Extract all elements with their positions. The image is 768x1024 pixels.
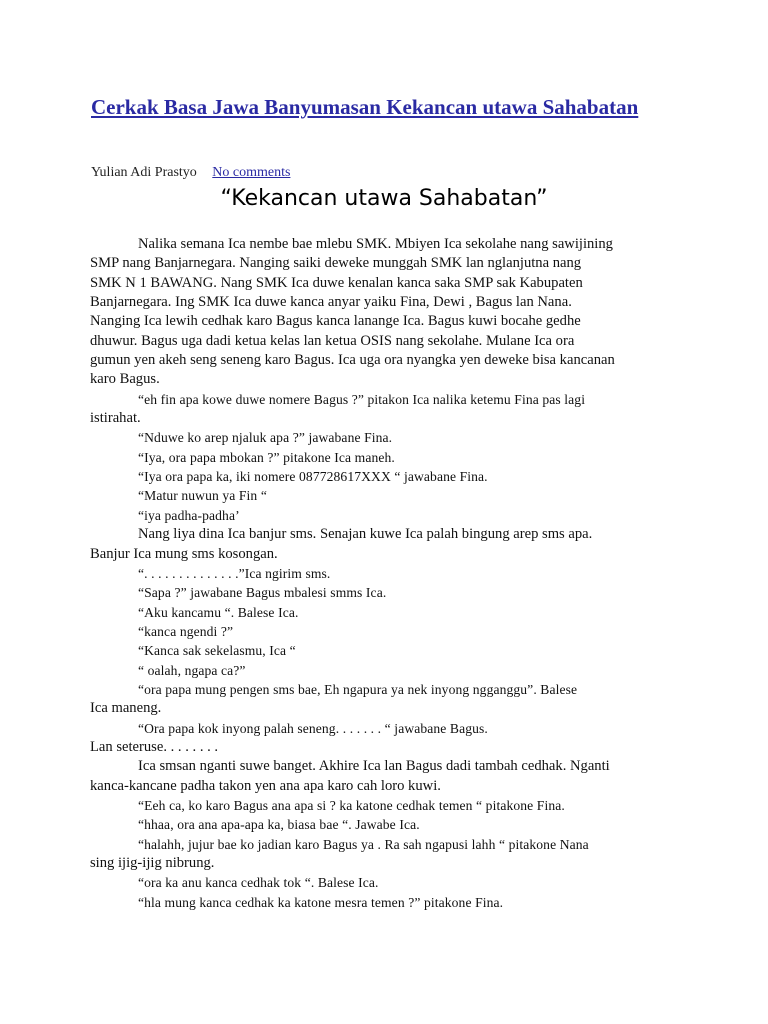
comments-link[interactable]: No comments <box>212 165 291 180</box>
story-line: “Aku kancamu “. Balese Ica. <box>138 604 299 620</box>
story-line: Ica maneng. <box>90 700 162 717</box>
story-line: Banjarnegara. Ing SMK Ica duwe kanca anyar yaiku Fina, Dewi , Bagus lan Nana. <box>90 294 572 311</box>
story-line: “ oalah, ngapa ca?” <box>138 662 246 678</box>
story-line: SMK N 1 BAWANG. Nang SMK Ica duwe kenalan kanca saka SMP sak Kabupaten <box>90 274 583 291</box>
story-line: “ora papa mung pengen sms bae, Eh ngapura ya nek inyong ngganggu”. Balese <box>138 681 578 697</box>
story-line: Ica smsan nganti suwe banget. Akhire Ica lan Bagus dadi tambah cedhak. Nganti <box>138 758 610 775</box>
story-line: “Iya, ora papa mbokan ?” pitakone Ica maneh. <box>138 449 395 465</box>
story-line: gumun yen akeh seng seneng karo Bagus. Ica uga ora nyangka yen deweke bisa kancanan <box>90 352 615 369</box>
post-meta <box>91 164 290 182</box>
story-subtitle: “Kekancan utawa Sahabatan” <box>220 186 548 211</box>
story-line: Nanging Ica lewih cedhak karo Bagus kanca lanange Ica. Bagus kuwi bocahe gedhe <box>90 313 581 330</box>
story-line: Banjur Ica mung sms kosongan. <box>90 545 278 562</box>
story-line: Lan seteruse. . . . . . . . <box>90 738 219 755</box>
story-line: “kanca ngendi ?” <box>138 623 234 639</box>
story-line: Nalika semana Ica nembe bae mlebu SMK. Mbiyen Ica sekolahe nang sawijining <box>138 236 613 252</box>
story-line: “Sapa ?” jawabane Bagus mbalesi smms Ica. <box>138 585 387 601</box>
story-line: SMP nang Banjarnegara. Nanging saiki deweke munggah SMK lan nglanjutna nang <box>90 255 582 272</box>
story-line: sing ijig-ijig nibrung. <box>90 855 215 871</box>
story-line: “eh fin apa kowe duwe nomere Bagus ?” pitakon Ica nalika ketemu Fina pas lagi <box>138 391 586 407</box>
story-line: “Eeh ca, ko karo Bagus ana apa si ? ka katone cedhak temen “ pitakone Fina. <box>138 797 565 813</box>
story-line: karo Bagus. <box>90 371 160 388</box>
story-line: kanca-kancane padha takon yen ana apa karo cah loro kuwi. <box>90 777 441 794</box>
story-line: dhuwur. Bagus uga dadi ketua kelas lan ketua OSIS nang sekolahe. Mulane Ica ora <box>90 332 575 349</box>
story-line: “halahh, jujur bae ko jadian karo Bagus ya . Ra sah ngapusi lahh “ pitakone Nana <box>138 836 589 852</box>
story-line: “Iya ora papa ka, iki nomere 087728617XXX “ jawabane Fina. <box>138 469 488 485</box>
story-line: “Ora papa kok inyong palah seneng. . . . . . . “ jawabane Bagus. <box>138 720 488 736</box>
story-line: “hhaa, ora ana apa-apa ka, biasa bae “. Jawabe Ica. <box>138 817 420 833</box>
story-line: Nang liya dina Ica banjur sms. Senajan kuwe Ica palah bingung arep sms apa. <box>138 526 593 543</box>
story-line: “Kanca sak sekelasmu, Ica “ <box>138 643 296 659</box>
author-name: Yulian Adi Prastyo <box>91 165 197 180</box>
story-line: “Matur nuwun ya Fin “ <box>138 488 267 504</box>
story-line: “iya padha-padha’ <box>138 507 240 523</box>
article-title-link[interactable]: Cerkak Basa Jawa Banyumasan Kekancan utawa Sahabatan <box>91 95 639 119</box>
story-line: “ora ka anu kanca cedhak tok “. Balese Ica. <box>138 875 379 891</box>
story-body <box>90 235 678 912</box>
story-line: “. . . . . . . . . . . . . .”Ica ngirim sms. <box>138 565 331 581</box>
story-line: “hla mung kanca cedhak ka katone mesra temen ?” pitakone Fina. <box>138 894 504 910</box>
story-line: “Nduwe ko arep njaluk apa ?” jawabane Fina. <box>138 430 393 446</box>
story-line: istirahat. <box>90 410 141 427</box>
